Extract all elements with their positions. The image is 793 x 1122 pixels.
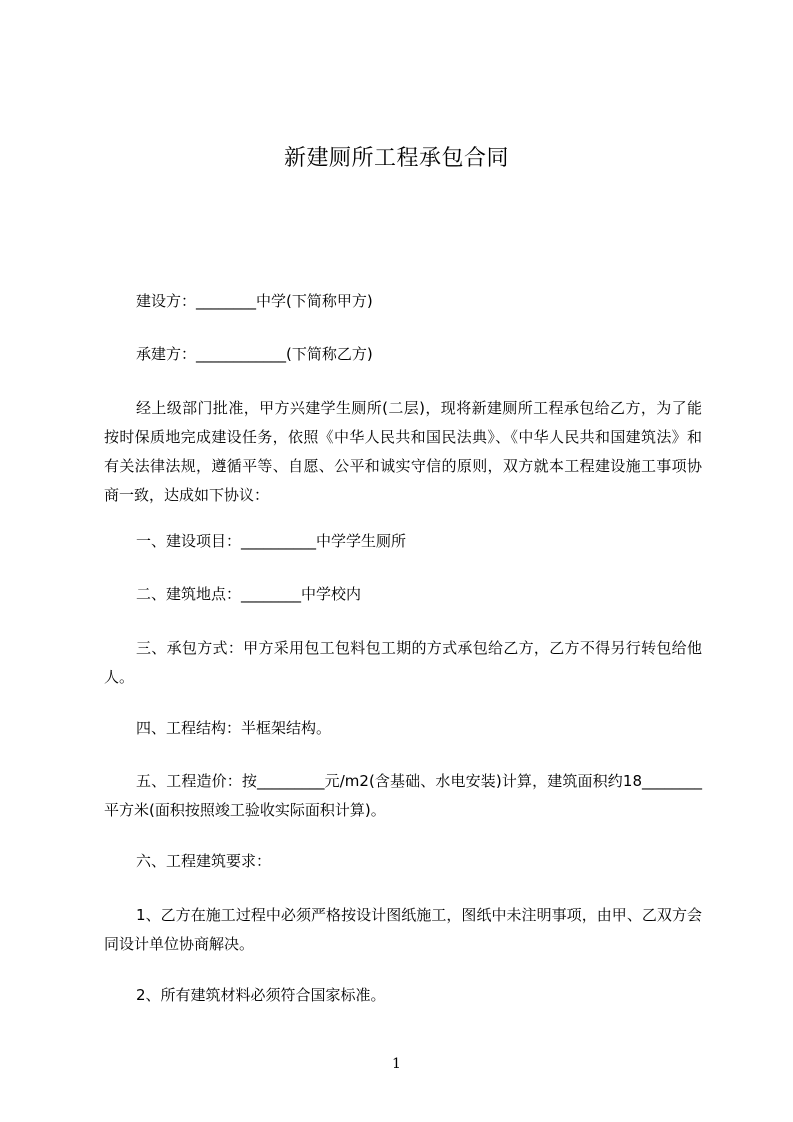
page-number: 1 xyxy=(392,1056,401,1072)
clause-contract-method: 三、承包方式：甲方采用包工包料包工期的方式承包给乙方，乙方不得另行转包给他人。 xyxy=(104,639,702,686)
clause-construction-site: 二、建筑地点：________中学校内 xyxy=(136,585,362,603)
clause-construction-project: 一、建设项目：__________中学学生厕所 xyxy=(136,532,407,550)
requirement-item-1: 1、乙方在施工过程中必须严格按设计图纸施工，图纸中未注明事项，由甲、乙双方会同设计单位协商解决。 xyxy=(104,906,702,953)
document-title: 新建厕所工程承包合同 xyxy=(283,146,509,171)
clause-cost: 五、工程造价：按_________元/m2(含基础、水电安装)计算，建筑面积约18________平方米(面积按照竣工验收实际面积计算)。 xyxy=(104,772,702,819)
clause-requirements-heading: 六、工程建筑要求： xyxy=(136,852,272,870)
preamble-paragraph: 经上级部门批准，甲方兴建学生厕所(二层)，现将新建厕所工程承包给乙方，为了能按时保质地完成建设任务，依照《中华人民共和国民法典》、《中华人民共和国建筑法》和有关法律法规，遵循平等、自愿、公平和诚实守信的原则，双方就本工程建设施工事项协商一致，达成如下协议： xyxy=(104,399,702,504)
party-b-line: 承建方：____________(下简称乙方) xyxy=(136,345,373,363)
party-a-line: 建设方：________中学(下简称甲方) xyxy=(136,292,373,310)
requirement-item-2: 2、所有建筑材料必须符合国家标准。 xyxy=(136,986,386,1004)
clause-structure: 四、工程结构：半框架结构。 xyxy=(136,719,332,737)
